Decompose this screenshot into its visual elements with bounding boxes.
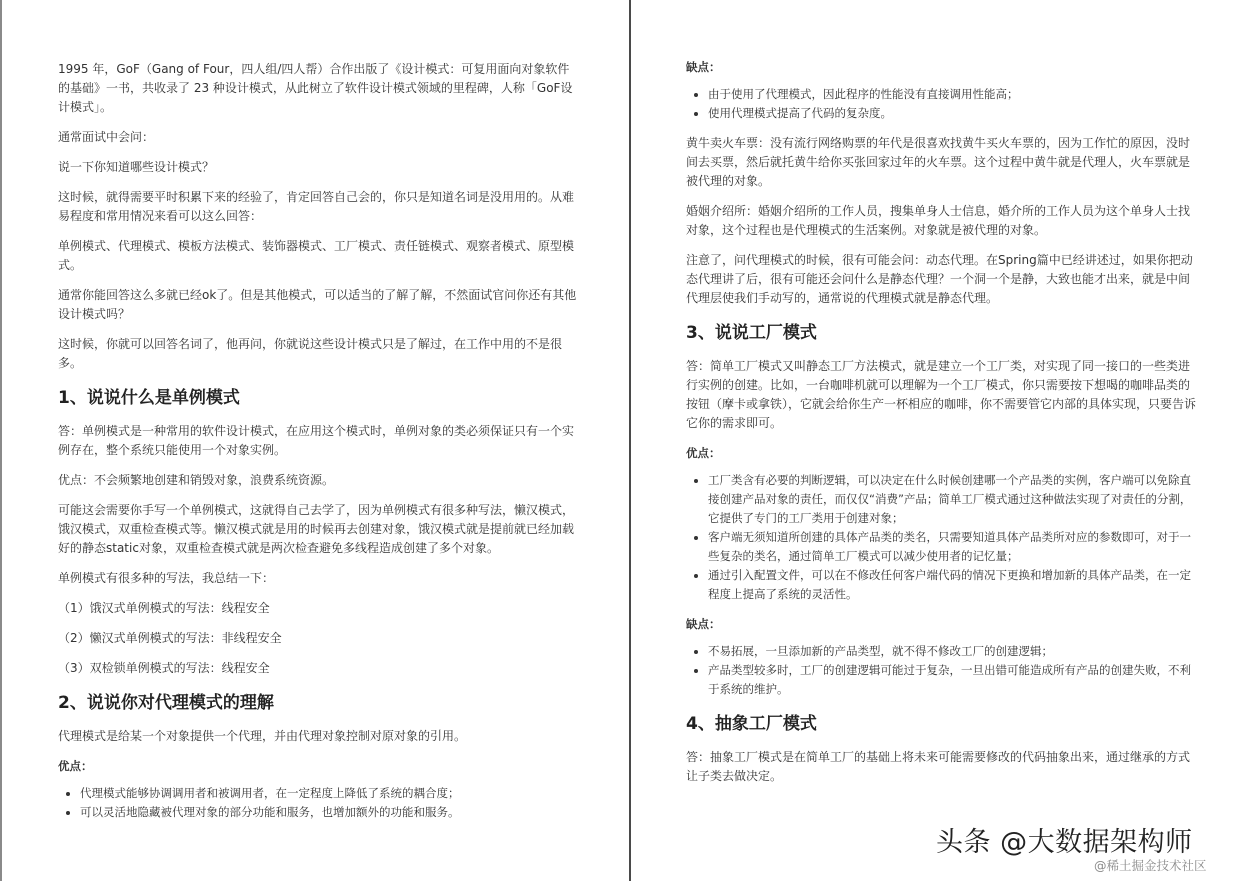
list-item: • 使用代理模式提高了代码的复杂度。 bbox=[708, 104, 1200, 123]
right-page bbox=[632, 0, 1256, 881]
page-divider bbox=[629, 0, 631, 881]
list-item: • 工厂类含有必要的判断逻辑，可以决定在什么时候创建哪一个产品类的实例，客户端可以免除直接创建产品对象的责任，而仅仅“消费”产品；简单工厂模式通过这种做法实现了对责任的分割，它提供了专门的工厂类用于创建对象； bbox=[708, 471, 1200, 528]
interview-question: 说一下你知道哪些设计模式？ bbox=[58, 160, 215, 174]
proxy-definition: 代理模式是给某一个对象提供一个代理，并由代理对象控制对原对象的引用。 bbox=[58, 729, 467, 743]
list-item: • 产品类型较多时，工厂的创建逻辑可能过于复杂，一旦出错可能造成所有产品的创建失败，不利于系统的维护。 bbox=[708, 661, 1200, 699]
heading-singleton: 1、说说什么是单例模式 bbox=[58, 388, 240, 408]
intro-paragraph: 1995 年，GoF（Gang of Four，四人组/四人帮）合作出版了《设计模式：可复用面向对象软件的基础》一书，共收录了 23 种设计模式，从此树立了软件设计模式领域的里程碑，人称「GoF设计模式」。 bbox=[58, 62, 573, 114]
heading-factory: 3、说说工厂模式 bbox=[686, 323, 817, 343]
proxy-example-marriage: 婚姻介绍所：婚姻介绍所的工作人员，搜集单身人士信息，婚介所的工作人员为这个单身人士找对象，这个过程也是代理模式的生活案例。对象就是被代理的对象。 bbox=[686, 204, 1191, 237]
list-item: • 通过引入配置文件，可以在不修改任何客户端代码的情况下更换和增加新的具体产品类，在一定程度上提高了系统的灵活性。 bbox=[708, 566, 1200, 604]
interview-question-intro: 通常面试中会问： bbox=[58, 130, 155, 144]
proxy-pros-label: 优点： bbox=[58, 759, 93, 773]
singleton-variants: 可能这会需要你手写一个单例模式，这就得自己去学了，因为单例模式有很多种写法，懒汉模式，饿汉模式，双重检查模式等。懒汉模式就是用的时候再去创建对象，饿汉模式就是提前就已经加载好的静态static对象，双重检查模式就是两次检查避免多线程造成创建了多个对象。 bbox=[58, 503, 575, 555]
watermark-toutiao: 头条 @大数据架构师 bbox=[936, 827, 1193, 858]
heading-proxy: 2、说说你对代理模式的理解 bbox=[58, 693, 274, 713]
other-patterns-note: 通常你能回答这么多就已经ok了。但是其他模式，可以适当的了解了解，不然面试官问你还有其他设计模式吗？ bbox=[58, 288, 577, 321]
factory-pros-list bbox=[686, 471, 1200, 604]
proxy-pros-list bbox=[58, 784, 578, 822]
singleton-advantage: 优点：不会频繁地创建和销毁对象，浪费系统资源。 bbox=[58, 473, 335, 487]
proxy-example-ticket: 黄牛卖火车票：没有流行网络购票的年代是很喜欢找黄牛买火车票的，因为工作忙的原因，没时间去买票，然后就托黄牛给你买张回家过年的火车票。这个过程中黄牛就是代理人，火车票就是被代理的对象。 bbox=[686, 136, 1191, 188]
proxy-cons-list bbox=[686, 85, 1200, 123]
singleton-hungry: （1）饿汉式单例模式的写法：线程安全 bbox=[58, 601, 270, 615]
abstract-factory-answer: 答：抽象工厂模式是在简单工厂的基础上将未来可能需要修改的代码抽象出来，通过继承的方式让子类去做决定。 bbox=[686, 750, 1191, 783]
singleton-answer: 答：单例模式是一种常用的软件设计模式，在应用这个模式时，单例对象的类必须保证只有一个实例存在，整个系统只能使用一个对象实例。 bbox=[58, 424, 575, 457]
pattern-list: 单例模式、代理模式、模板方法模式、装饰器模式、工厂模式、责任链模式、观察者模式、原型模式。 bbox=[58, 239, 575, 272]
list-item: • 可以灵活地隐藏被代理对象的部分功能和服务，也增加额外的功能和服务。 bbox=[80, 803, 578, 822]
singleton-double-check: （3）双检锁单例模式的写法：线程安全 bbox=[58, 661, 270, 675]
heading-abstract-factory: 4、抽象工厂模式 bbox=[686, 714, 817, 734]
list-item: • 客户端无须知道所创建的具体产品类的类名，只需要知道具体产品类所对应的参数即可，对于一些复杂的类名，通过简单工厂模式可以减少使用者的记忆量； bbox=[708, 528, 1200, 566]
factory-cons-label: 缺点： bbox=[686, 617, 721, 631]
proxy-dynamic-note: 注意了，问代理模式的时候，很有可能会问：动态代理。在Spring篇中已经讲述过，如果你把动态代理讲了后，很有可能还会问什么是静态代理？一个洞一个是静，大致也能才出来，就是中间代理层使我们手动写的，通常说的代理模式就是静态代理。 bbox=[686, 253, 1193, 305]
singleton-summary-intro: 单例模式有很多种的写法，我总结一下： bbox=[58, 571, 275, 585]
singleton-lazy: （2）懒汉式单例模式的写法：非线程安全 bbox=[58, 631, 282, 645]
answer-guidance: 这时候，就得需要平时积累下来的经验了，肯定回答自己会的，你只是知道名词是没用用的。从难易程度和常用情况来看可以这么回答： bbox=[58, 190, 575, 223]
proxy-cons-label: 缺点： bbox=[686, 60, 721, 74]
follow-up-note: 这时候，你就可以回答名词了，他再问，你就说这些设计模式只是了解过，在工作中用的不是很多。 bbox=[58, 337, 563, 370]
factory-answer: 答：简单工厂模式又叫静态工厂方法模式，就是建立一个工厂类，对实现了同一接口的一些类进行实例的创建。比如，一台咖啡机就可以理解为一个工厂模式，你只需要按下想喝的咖啡品类的按钮（摩卡或拿铁），它就会给你生产一杯相应的咖啡，你不需要管它内部的具体实现，只要告诉它你的需求即可。 bbox=[686, 359, 1197, 430]
factory-pros-label: 优点： bbox=[686, 446, 721, 460]
watermark-juejin: @稀土掘金技术社区 bbox=[1094, 858, 1207, 873]
factory-cons-list bbox=[686, 642, 1200, 699]
list-item: • 代理模式能够协调调用者和被调用者，在一定程度上降低了系统的耦合度； bbox=[80, 784, 578, 803]
list-item: • 不易拓展，一旦添加新的产品类型，就不得不修改工厂的创建逻辑； bbox=[708, 642, 1200, 661]
list-item: • 由于使用了代理模式，因此程序的性能没有直接调用性能高； bbox=[708, 85, 1200, 104]
